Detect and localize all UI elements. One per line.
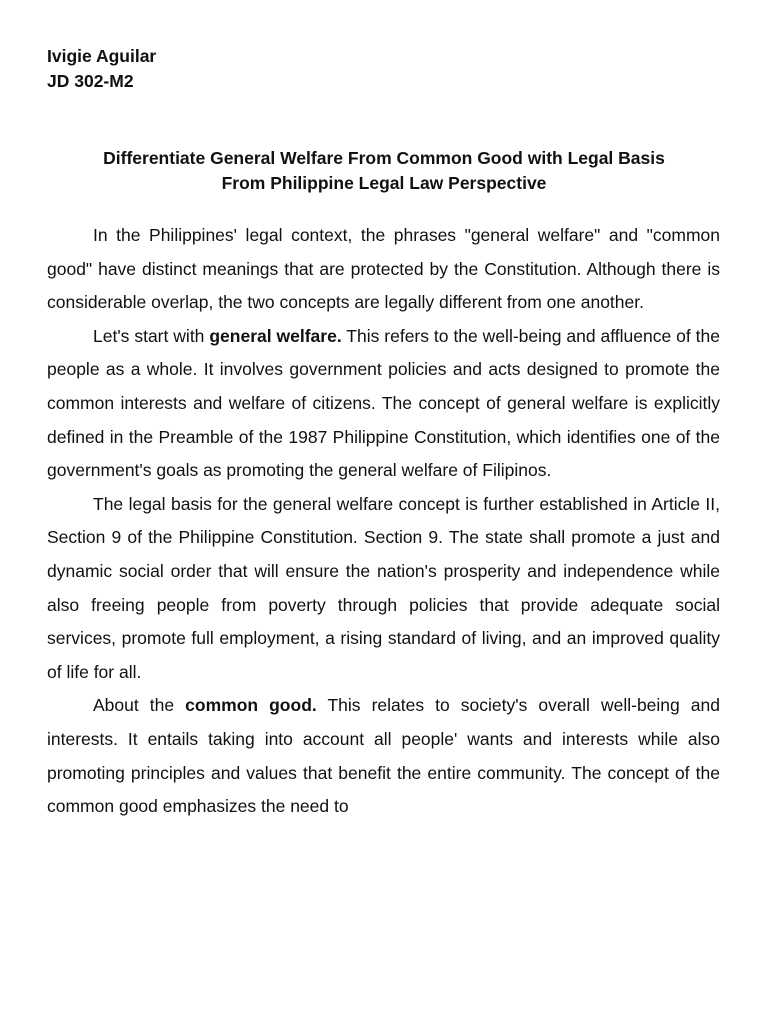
title-line-1: Differentiate General Welfare From Common Good with Legal Basis: [103, 148, 665, 168]
bold-term-general-welfare: general welfare.: [209, 325, 342, 346]
course-code: JD 302-M2: [47, 71, 134, 91]
paragraph-text: Let's start with: [93, 325, 210, 346]
paragraph-general-welfare: [47, 320, 720, 488]
title-line-2: From Philippine Legal Law Perspective: [221, 173, 547, 193]
author-header: [47, 44, 156, 94]
paragraph-common-good: [47, 689, 720, 823]
paragraph-text: This refers to the well-being and affluence of the people as a whole. It involves government policies and acts designed to promote the common interests and welfare of citizens. The concept of general welfare is explicitly defined in the Preamble of the 1987 Philippine Constitution, which identifies one of the government's goals as promoting the general welfare of Filipinos.: [47, 325, 720, 481]
paragraph-intro: In the Philippines' legal context, the phrases "general welfare" and "common good" have distinct meanings that are protected by the Constitution. Although there is considerable overlap, the two concepts are legally different from one another.: [47, 225, 720, 313]
paragraph-text: About the: [93, 695, 186, 716]
bold-term-common-good: common good.: [185, 695, 317, 716]
paragraph-text: This relates to society's overall well-being and interests. It entails taking into account all people' wants and interests while also promoting principles and values that benefit the entire community. The concept of the common good emphasizes the need to: [47, 695, 721, 817]
document-title: [40, 146, 728, 196]
paragraph-legal-basis: The legal basis for the general welfare concept is further established in Article II, Section 9 of the Philippine Constitution. Section 9. The state shall promote a just and dynamic social order that will ensure the nation's prosperity and independence while also freeing people from poverty through policies that provide adequate social services, promote full employment, a rising standard of living, and an improved quality of life for all.: [47, 493, 720, 682]
document-body: [47, 219, 720, 824]
author-name: Ivigie Aguilar: [47, 46, 157, 66]
